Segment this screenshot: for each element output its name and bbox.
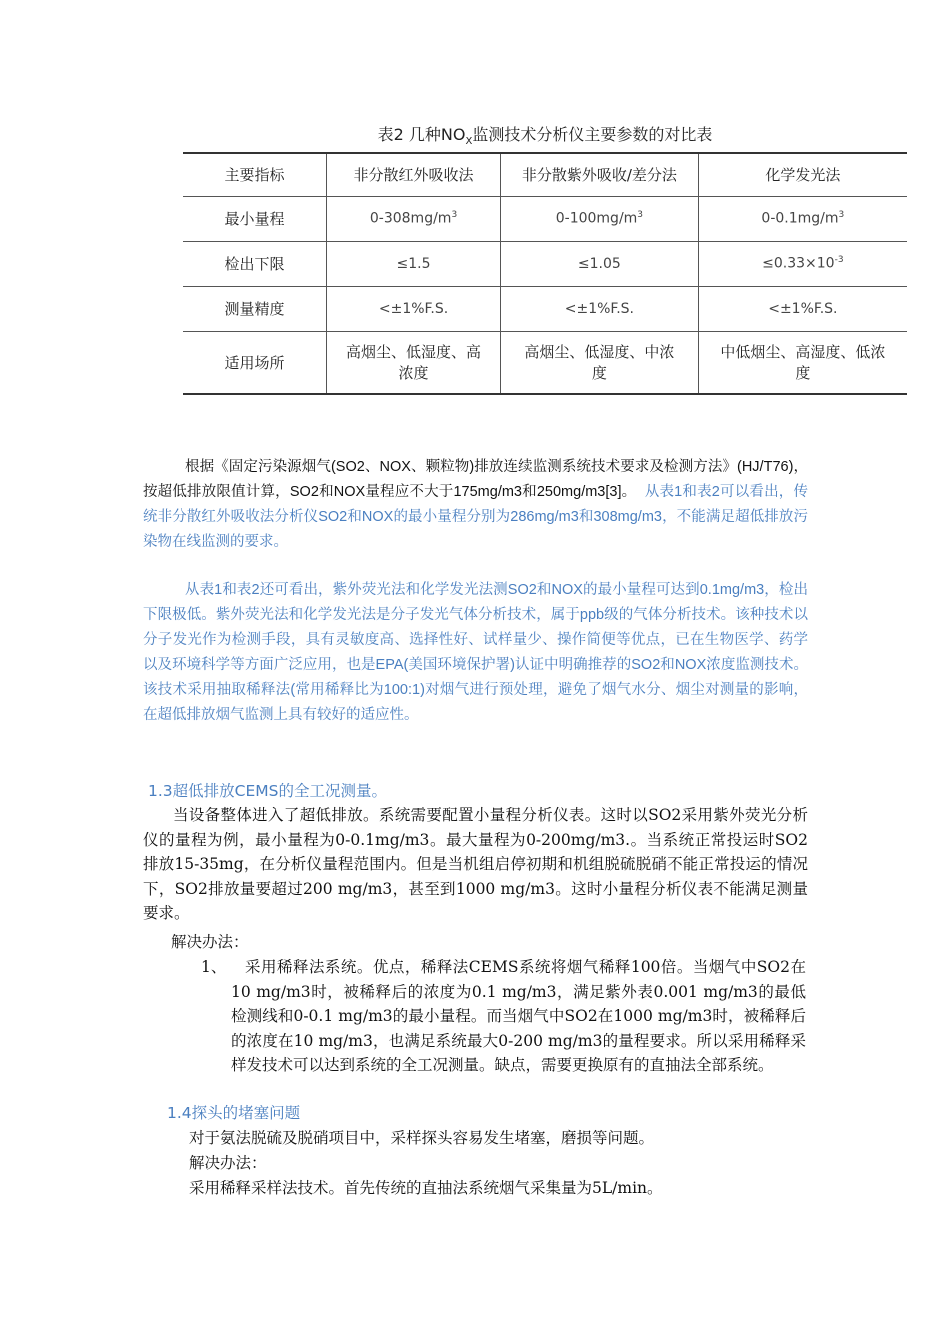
section-heading-1-4: 1.4探头的堵塞问题: [167, 1104, 301, 1122]
row-label: 检出下限: [183, 241, 327, 286]
table-cell: <±1%F.S.: [501, 286, 699, 331]
table-cell: <±1%F.S.: [768, 300, 838, 317]
table-row: [183, 241, 907, 286]
table-cell: $0-100mg/m^3$: [501, 196, 699, 241]
section-1-3-body: 当设备整体进入了超低排放。系统需要配置小量程分析仪表。这时以SO2采用紫外荧光分析仪的量程为例，最小量程为0-0.1mg/m3。最大量程为0-200mg/m3.。当系统正常投运时SO2排放15-35mg，在分析仪量程范围内。但是当机组启停初期和机组脱硫脱硝不能正常投运的情况下，SO2排放量要超过200 mg/m3，甚至到1000 mg/m3。这时小量程分析仪表不能满足测量要求。: [143, 806, 808, 922]
table-header-cell: 非分散紫外吸收/差分法: [501, 153, 699, 196]
table-row: [183, 286, 907, 331]
table-row: [183, 196, 907, 241]
table-cell: $0-0.1mg/m^3$: [761, 210, 845, 227]
solution-label: 解决办法：: [171, 933, 249, 951]
paragraph-highlight: 从表1和表2可以看出，传统非分散红外吸收法分析仪SO2和NOX的最小量程分别为286mg/m3和308mg/m3，不能满足超低排放污染物在线监测的要求。: [143, 484, 808, 550]
table-cell: $\le 0.33\times 10^{-3}$: [762, 255, 844, 272]
solution-label: 解决办法：: [189, 1154, 267, 1172]
table-cell: 高烟尘、低湿度、中浓 度: [501, 331, 699, 394]
table-header-cell: 主要指标: [183, 153, 327, 196]
row-label: 最小量程: [183, 196, 327, 241]
row-label: 适用场所: [183, 331, 327, 394]
table-cell: <±1%F.S.: [327, 286, 501, 331]
table-cell: ≤1.5: [327, 241, 501, 286]
table-header-cell: 非分散红外吸收法: [327, 153, 501, 196]
section-1-4-line: 采用稀释采样法技术。首先传统的直抽法系统烟气采集量为5L/min。: [189, 1179, 663, 1197]
paragraph-technique: 从表1和表2还可看出，紫外荧光法和化学发光法测SO2和NOX的最小量程可达到0.1mg/m3，检出下限极低。紫外荧光法和化学发光法是分子发光气体分析技术，属于ppb级的气体分析技术。该种技术以分子发光作为检测手段，具有灵敏度高、选择性好、试样量少、操作简便等优点，已在生物医学、药学以及环境科学等方面广泛应用，也是EPA(美国环境保护署)认证中明确推荐的SO2和NOX浓度监测技术。该技术采用抽取稀释法(常用稀释比为100:1)对烟气进行预处理，避免了烟气水分、烟尘对测量的影响，在超低排放烟气监测上具有较好的适应性。: [143, 582, 808, 723]
table-header-cell: 化学发光法: [765, 166, 841, 185]
list-item: 采用稀释法系统。优点，稀释法CEMS系统将烟气稀释100倍。当烟气中SO2在10 mg/m3时，被稀释后的浓度为0.1 mg/m3，满足紫外表0.001 mg/m3的最低检测线和0-0.1 mg/m3的最小量程。而当烟气中SO2在1000 mg/m3时，被稀释后的浓度在10 mg/m3，也满足系统最大0-200 mg/m3的量程要求。所以采用稀释采样发技术可以达到系统的全工况测量。缺点，需要更换原有的直抽法全部系统。: [231, 958, 806, 1074]
section-1-4-line: 对于氨法脱硫及脱硝项目中，采样探头容易发生堵塞，磨损等问题。: [189, 1129, 655, 1147]
list-number: 1、: [201, 958, 227, 976]
table-cell: 中低烟尘、高湿度、低浓 度: [720, 343, 886, 383]
paragraph-standard: [143, 455, 808, 555]
table-row: [183, 331, 907, 394]
table-cell: $0-308mg/m^3$: [327, 196, 501, 241]
comparison-table: [183, 152, 907, 395]
table-cell: ≤1.05: [501, 241, 699, 286]
table-cell: 高烟尘、低湿度、高 浓度: [327, 331, 501, 394]
row-label: 测量精度: [183, 286, 327, 331]
section-heading-1-3: 1.3超低排放CEMS的全工况测量。: [148, 782, 387, 800]
paragraph-text: 根据《固定污染源烟气(SO2、NOX、颗粒物)排放连续监测系统技术要求及检测方法》(HJ/T76)，按超低排放限值计算，SO2和NOX量程应不大于175mg/m3和250mg/m3[3]。: [143, 459, 808, 500]
table-header-row: [183, 153, 907, 196]
table-caption: 表2 几种$NO_X$监测技术分析仪主要参数的对比表: [377, 125, 713, 148]
